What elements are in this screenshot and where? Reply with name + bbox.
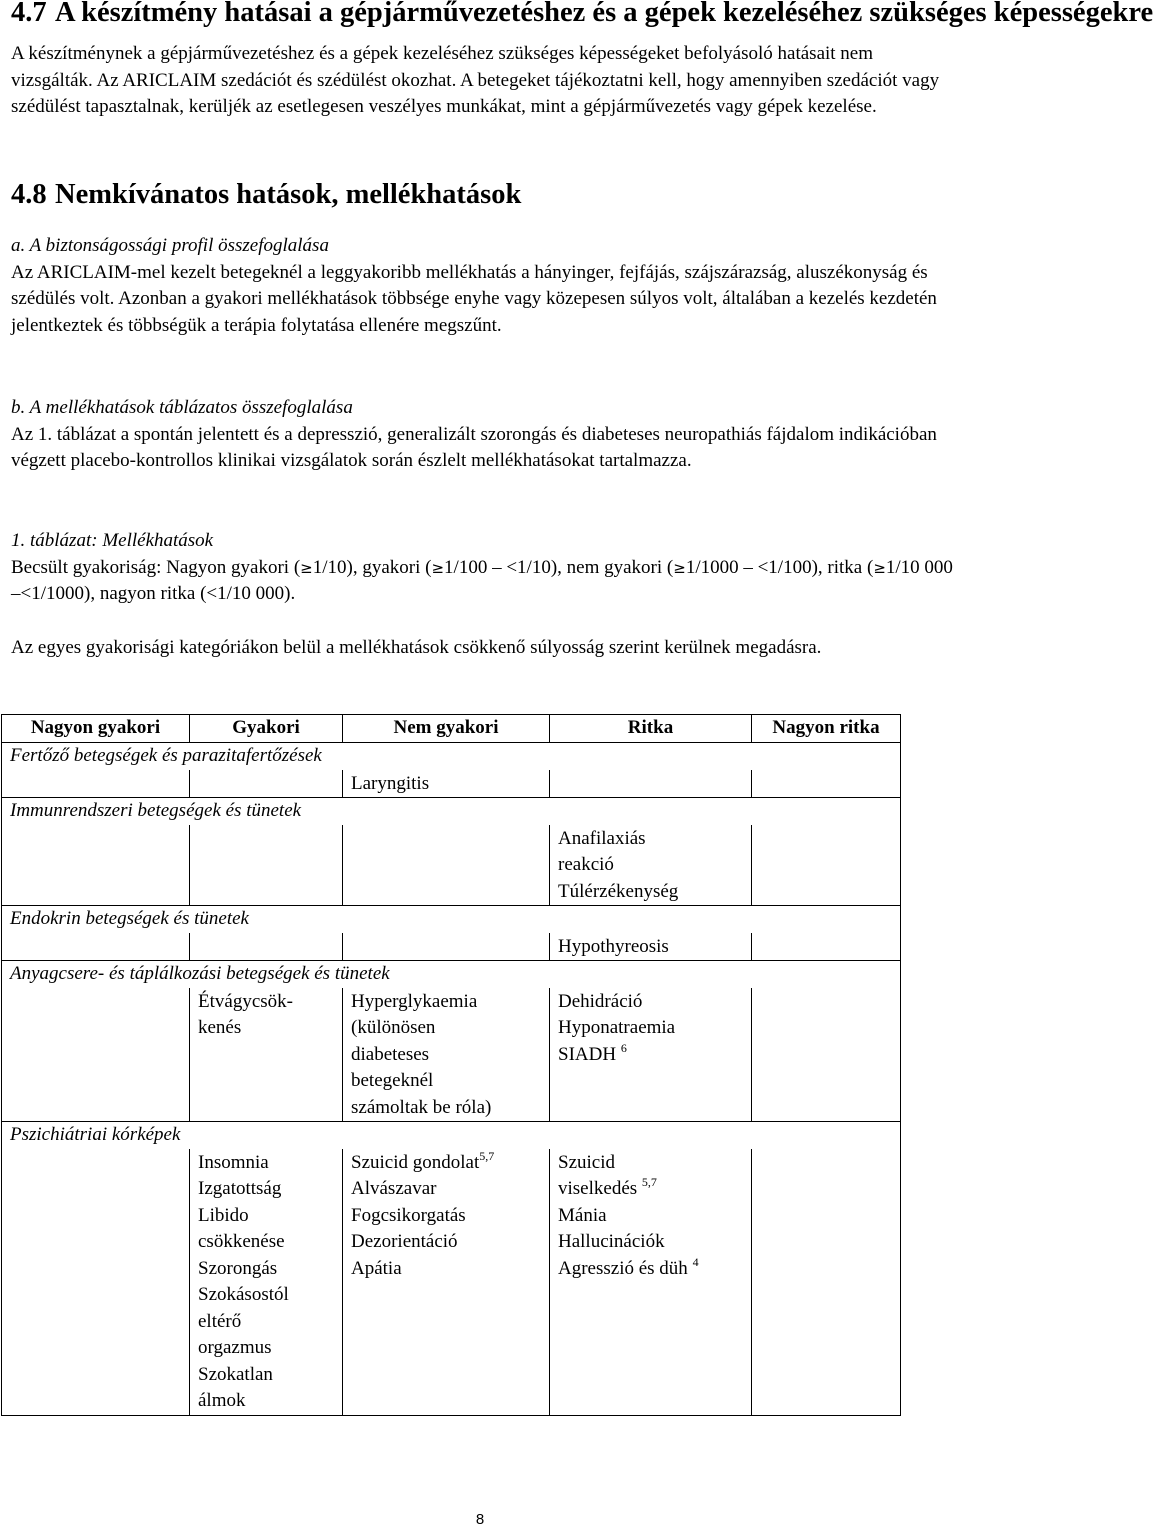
cell-uncommon (343, 988, 550, 1122)
frequency-text: 1/10), gyakori ( (312, 556, 432, 578)
reaction-item: Hyperglykaemia (351, 990, 478, 1012)
reaction-item: Mánia (558, 1204, 607, 1226)
frequency-text: Becsült gyakoriság: Nagyon gyakori ( (11, 556, 301, 578)
footnote-ref: 6 (620, 1040, 627, 1055)
subsection-a-text: Az ARICLAIM-mel kezelt betegeknél a leggyakoribb mellékhatás a hányinger, fejfájás, szájszárazság, aluszékonyság és szédülés volt. Azonban a gyakori mellékhatások többsége enyhe vagy közepesen súlyos volt, általában a kezelés kezdetén jelentkeztek és többségük a terápia folytatása ellenére megszűnt. (11, 261, 937, 336)
subsection-a (11, 233, 955, 339)
section-title: A készítmény hatásai a gépjárművezetéshez és a gépek kezeléséhez szükséges képességekre (55, 0, 1153, 28)
cell-very-common (2, 770, 190, 798)
section-4-8-heading (11, 179, 522, 210)
reaction-item: Szuicid (558, 1151, 615, 1173)
soc-row (2, 798, 901, 825)
ge-symbol: ≥ (673, 558, 686, 577)
reaction-item: diabeteses (351, 1043, 430, 1065)
header-uncommon: Nem gyakori (343, 715, 550, 743)
reaction-item: számoltak be róla) (351, 1096, 492, 1118)
ge-symbol: ≥ (431, 558, 445, 577)
adverse-reactions-table (1, 714, 901, 1416)
table-caption-block (11, 528, 955, 608)
cell-uncommon (343, 770, 550, 798)
soc-row (2, 906, 901, 933)
page-number: 8 (475, 1511, 485, 1528)
cell-very-rare (752, 825, 901, 906)
subsection-b-text: Az 1. táblázat a spontán jelentett és a depresszió, generalizált szorongás és diabeteses neuropathiás fájdalom indikációban végzett placebo-kontrollos klinikai vizsgálatok során észlelt mellékhatásokat tartalmazza. (11, 423, 937, 471)
reaction-item: Izgatottság (198, 1178, 282, 1199)
reaction-item (351, 1150, 541, 1177)
cell-rare (550, 933, 752, 961)
subsection-b (11, 395, 955, 475)
cell-very-common (2, 988, 190, 1122)
header-very-common: Nagyon gyakori (2, 715, 190, 743)
frequency-definition (11, 555, 955, 608)
reaction-item (558, 1176, 743, 1203)
section-number: 4.8 (11, 179, 47, 210)
soc-row (2, 961, 901, 988)
reaction-item (558, 1042, 743, 1069)
paragraph-order: Az egyes gyakorisági kategóriákon belül a mellékhatások csökkenő súlyosság szerint kerülnek megadásra. (11, 637, 822, 658)
reaction-item: Szokatlan (198, 1363, 273, 1385)
reaction-item: Apátia (351, 1257, 402, 1279)
reaction-item: Étvágycsök- (198, 990, 293, 1012)
soc-row (2, 1122, 901, 1149)
footnote-ref: 4 (692, 1254, 699, 1269)
table-row (2, 825, 901, 906)
soc-psychiatric: Pszichiátriai kórképek (2, 1122, 901, 1149)
table-caption (11, 528, 955, 555)
cell-uncommon (343, 825, 550, 906)
reaction-item: csökkenése (198, 1231, 285, 1252)
section-title: Nemkívánatos hatások, mellékhatások (55, 179, 522, 210)
cell-rare (550, 988, 752, 1122)
footnote-ref: 5,7 (641, 1175, 657, 1189)
reaction-text: viselkedés (558, 1178, 638, 1199)
cell-very-rare (752, 1149, 901, 1416)
reaction-item (558, 1256, 743, 1283)
cell-very-common (2, 933, 190, 961)
reaction-item: Libido (198, 1204, 249, 1226)
reaction-item: Dezorientáció (351, 1231, 458, 1252)
cell-common (190, 825, 343, 906)
reaction-item: Dehidráció (558, 990, 643, 1012)
ge-symbol: ≥ (873, 558, 886, 577)
frequency-text: 1/100 – <1/10), nem gyakori ( (444, 556, 674, 578)
reaction-item: reakció (558, 854, 614, 875)
reaction-text: SIADH (558, 1043, 617, 1065)
frequency-text: 1/10 000 –<1/1000), nagyon ritka (<1/10 000). (11, 556, 953, 604)
soc-immune: Immunrendszeri betegségek és tünetek (2, 798, 901, 825)
subsection-b-title: b. A mellékhatások táblázatos összefoglalása (11, 397, 353, 418)
cell-very-common (2, 825, 190, 906)
table-row (2, 770, 901, 798)
reaction-item: Szorongás (198, 1257, 278, 1279)
table-caption-title: Mellékhatások (102, 530, 214, 551)
cell-common (190, 770, 343, 798)
reaction-item: eltérő (198, 1310, 242, 1332)
reaction-item: betegeknél (351, 1070, 434, 1091)
reaction-item: Fogcsikorgatás (351, 1204, 466, 1226)
table-row (2, 1149, 901, 1416)
section-4-7-heading (11, 0, 1153, 27)
soc-metabolism: Anyagcsere- és táplálkozási betegségek és tünetek (2, 961, 901, 988)
header-very-rare: Nagyon ritka (752, 715, 901, 743)
cell-very-common (2, 1149, 190, 1416)
reaction-item: Hyponatraemia (558, 1017, 676, 1038)
header-rare: Ritka (550, 715, 752, 743)
reaction-item: álmok (198, 1390, 246, 1411)
reaction-item: Laryngitis (351, 772, 430, 794)
cell-very-rare (752, 933, 901, 961)
reaction-item: Insomnia (198, 1151, 269, 1173)
soc-row (2, 743, 901, 770)
table-row (2, 933, 901, 961)
paragraph-driving-ability: A készítménynek a gépjárművezetéshez és a gépek kezeléséhez szükséges képességeket befolyásoló hatásait nem vizsgálták. Az ARICLAIM szedációt és szédülést okozhat. A betegeket tájékoztatni kell, hogy amennyiben szedációt vagy szédülést tapasztalnak, kerüljék az esetlegesen veszélyes munkákat, mint a gépjárművezetés vagy gépek kezelése. (11, 43, 940, 117)
reaction-text: Agresszió és düh (558, 1257, 688, 1279)
cell-uncommon (343, 933, 550, 961)
footnote-ref: 5,7 (479, 1148, 495, 1163)
cell-rare (550, 825, 752, 906)
cell-uncommon (343, 1149, 550, 1416)
cell-very-rare (752, 770, 901, 798)
reaction-item: Hypothyreosis (558, 935, 669, 957)
cell-common (190, 1149, 343, 1416)
table-caption-label: 1. táblázat: (11, 530, 98, 551)
table-row (2, 988, 901, 1122)
reaction-item: (különösen (351, 1017, 436, 1038)
reaction-item: Anafilaxiás (558, 827, 646, 849)
cell-very-rare (752, 988, 901, 1122)
cell-common (190, 933, 343, 961)
cell-rare (550, 1149, 752, 1416)
cell-common (190, 988, 343, 1122)
subsection-a-title: a. A biztonságossági profil összefoglalása (11, 235, 329, 256)
reaction-text: Szuicid gondolat (351, 1151, 480, 1173)
reaction-item: Hallucinációk (558, 1231, 665, 1252)
soc-endocrine: Endokrin betegségek és tünetek (2, 906, 901, 933)
ge-symbol: ≥ (300, 558, 313, 577)
soc-infections: Fertőző betegségek és parazitafertőzések (2, 743, 901, 770)
reaction-item: kenés (198, 1017, 242, 1038)
frequency-text: 1/1000 – <1/100), ritka ( (685, 556, 874, 578)
reaction-item: Alvászavar (351, 1178, 437, 1199)
header-common: Gyakori (190, 715, 343, 743)
table-header-row (2, 715, 901, 743)
reaction-item: Túlérzékenység (558, 880, 679, 902)
cell-rare (550, 770, 752, 798)
reaction-item: orgazmus (198, 1337, 272, 1358)
reaction-item: Szokásostól (198, 1284, 289, 1305)
section-number: 4.7 (11, 0, 47, 28)
